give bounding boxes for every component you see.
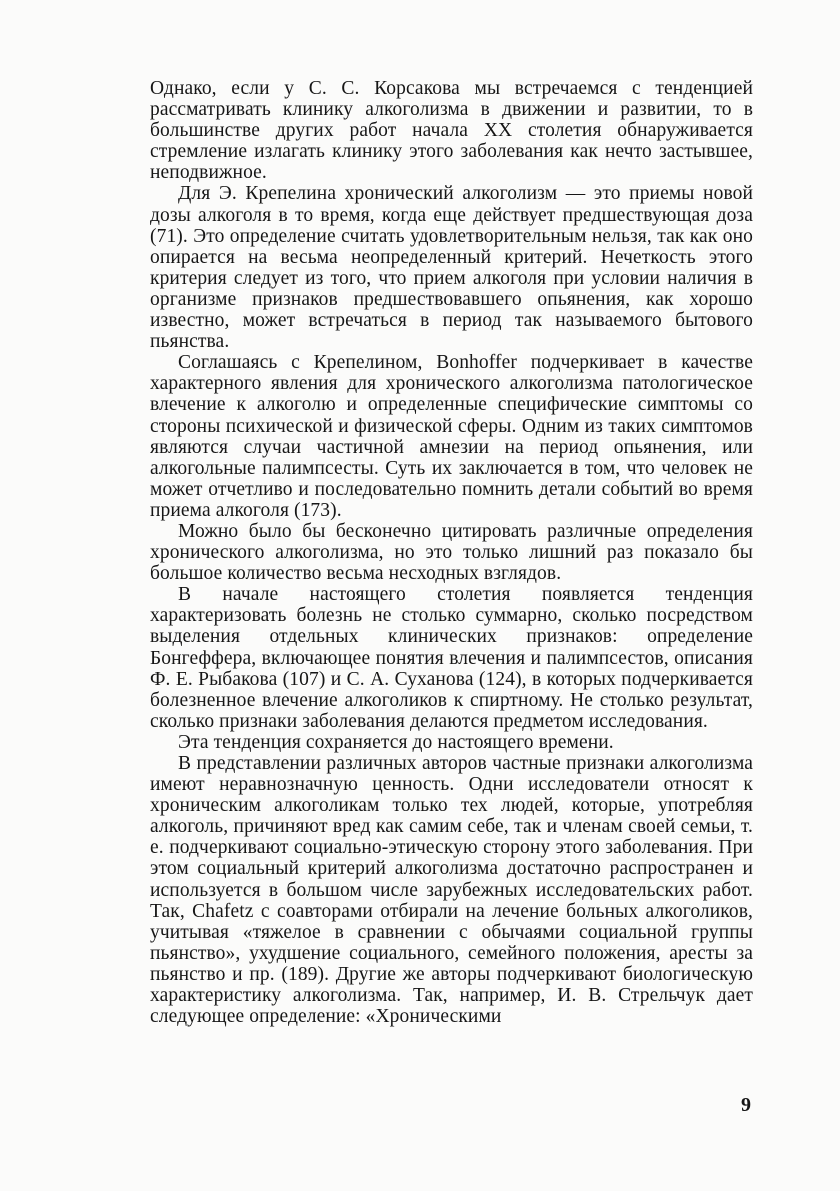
paragraph-3: Соглашаясь с Крепелином, Bonhoffer подчеркивает в качестве характерного явления для хронического алкоголизма патологическое влечение к алкоголю и определенные специфические симптомы со стороны психической и физической сферы. Одним из таких симптомов являются случаи частичной амнезии на период опьянения, или алкогольные палимпсесты. Суть их заключается в том, что человек не может отчетливо и последовательно помнить детали событий во время приема алкоголя (173). [150,352,753,521]
paragraph-7: В представлении различных авторов частные признаки алкоголизма имеют неравнозначную ценность. Одни исследователи относят к хроническим алкоголикам только тех людей, которые, употребляя алкоголь, причиняют вред как самим себе, так и членам своей семьи, т. е. подчеркивают социально-этическую сторону этого заболевания. При этом социальный критерий алкоголизма достаточно распространен и используется в большом числе зарубежных исследовательских работ. Так, Chafetz с соавторами отбирали на лечение больных алкоголиков, учитывая «тяжелое в сравнении с обычаями социальной группы пьянство», ухудшение социального, семейного положения, аресты за пьянство и пр. (189). Другие же авторы подчеркивают биологическую характеристику алкоголизма. Так, например, И. В. Стрельчук дает следующее определение: «Хроническими [150,753,753,1028]
paragraph-1: Однако, если у С. С. Корсакова мы встречаемся с тенденцией рассматривать клинику алкоголизма в движении и развитии, то в большинстве других работ начала XX столетия обнаруживается стремление излагать клинику этого заболевания как нечто застывшее, неподвижное. [150,78,753,184]
body-text [150,78,753,1027]
paragraph-5: В начале настоящего столетия появляется тенденция характеризовать болезнь не столько суммарно, сколько посредством выделения отдельных клинических признаков: определение Бонгеффера, включающее понятия влечения и палимпсестов, описания Ф. Е. Рыбакова (107) и С. А. Суханова (124), в которых подчеркивается болезненное влечение алкоголиков к спиртному. Не столько результат, сколько признаки заболевания делаются предметом исследования. [150,584,753,732]
paragraph-6: Эта тенденция сохраняется до настоящего времени. [178,731,614,753]
page-number: 9 [741,1094,751,1116]
paragraph-4: Можно было бы бесконечно цитировать различные определения хронического алкоголизма, но это только лишний раз показало бы большое количество весьма несходных взглядов. [150,520,753,585]
paragraph-2: Для Э. Крепелина хронический алкоголизм — это приемы новой дозы алкоголя в то время, когда еще действует предшествующая доза (71). Это определение считать удовлетворительным нельзя, так как оно опирается на весьма неопределенный критерий. Нечеткость этого критерия следует из того, что прием алкоголя при условии наличия в организме признаков предшествовавшего опьянения, как хорошо известно, может встречаться в период так называемого бытового пьянства. [150,183,753,353]
